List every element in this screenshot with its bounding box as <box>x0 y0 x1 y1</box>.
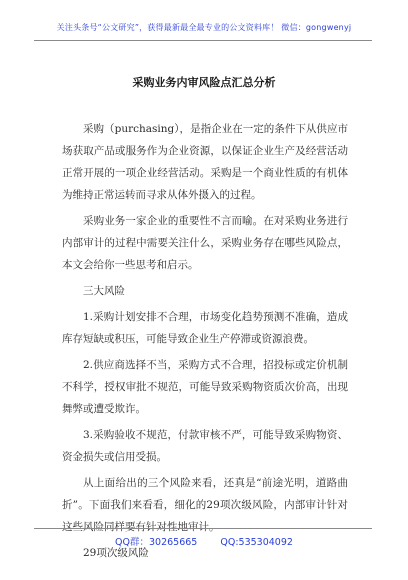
header-divider <box>34 40 372 41</box>
footer-qq-group: QQ群：30265665 <box>115 537 198 548</box>
paragraph-definition: 采购（purchasing），是指企业在一定的条件下从供应市场获取产品或服务作为企业资源，以保证企业生产及经营活动正常开展的一项企业经营活动。采购是一个商业性质的有机体为维持正常运转而寻求从体外摄入的过程。 <box>62 123 348 201</box>
paragraph-summary: 从上面给出的三个风险来看，还真是“前途光明，道路曲折”。下面我们来看看，细化的29项次级风险，内部审计针对这些风险同样要有针对性地审计。 <box>62 477 348 533</box>
page-header: 关注头条号“公文研究”，获得最新最全最专业的公文资料库！ 微信：gongwenyj <box>56 23 352 32</box>
footer-divider <box>34 528 372 529</box>
page-footer <box>0 534 408 548</box>
risk-item-2: 2.供应商选择不当，采购方式不合理，招投标或定价机制不科学，授权审批不规范，可能导致采购物资质次价高，出现舞弊或遭受欺诈。 <box>62 359 348 415</box>
risk-item-1: 1.采购计划安排不合理，市场变化趋势预测不准确，造成库存短缺或积压，可能导致企业生产停滞或资源浪费。 <box>62 311 348 345</box>
section-heading-29-risks: 29项次级风险 <box>83 547 149 559</box>
document-body <box>62 118 348 568</box>
paragraph-importance: 采购业务一家企业的重要性不言而喻。在对采购业务进行内部审计的过程中需要关注什么，采购业务存在哪些风险点，本文会给你一些思考和启示。 <box>62 215 348 271</box>
section-heading-three-risks: 三大风险 <box>83 285 125 297</box>
document-title: 采购业务内审风险点汇总分析 <box>132 76 276 89</box>
footer-qq: QQ:535304092 <box>220 537 293 548</box>
risk-item-3: 3.采购验收不规范，付款审核不严，可能导致采购物资、资金损失或信用受损。 <box>62 429 348 463</box>
